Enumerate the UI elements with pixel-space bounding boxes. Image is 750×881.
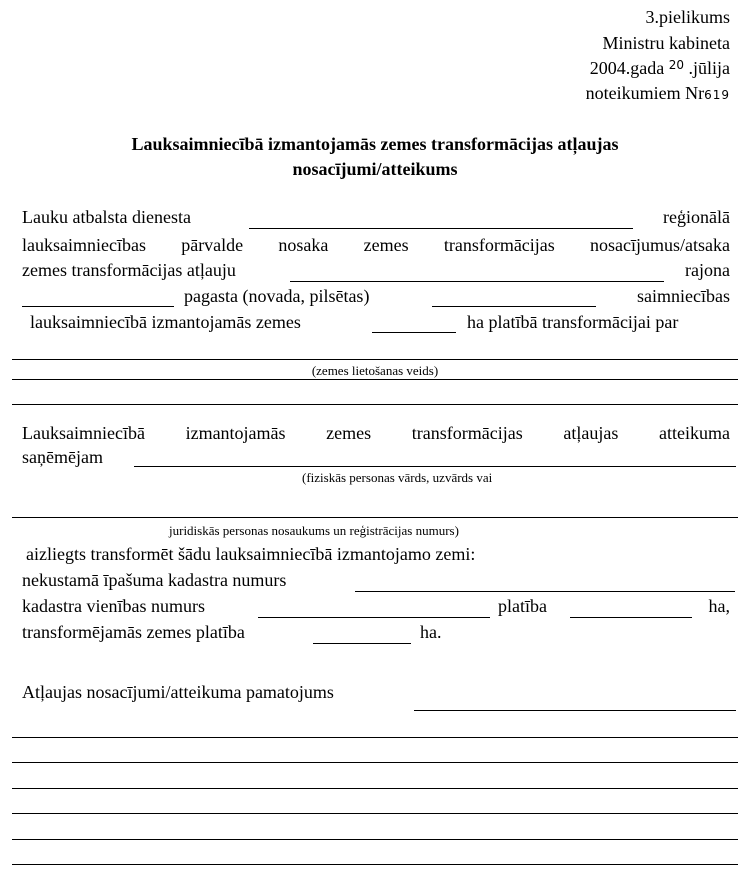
- land-use-caption: (zemes lietošanas veids): [311, 363, 439, 378]
- word: zemes: [326, 423, 372, 443]
- refusal-recipient-line: [22, 423, 730, 444]
- legal-entity-caption: juridiskās personas nosaukums un reģistrācijas numurs): [169, 523, 459, 538]
- regional-label: reģionālā: [663, 207, 730, 227]
- district-label: rajona: [685, 260, 730, 280]
- word: Lauksaimniecībā: [22, 423, 145, 443]
- area-blank-line[interactable]: [372, 332, 456, 333]
- area-line[interactable]: [570, 617, 692, 618]
- justification-line-5[interactable]: [12, 839, 738, 840]
- person-caption: (fiziskās personas vārds, uzvārds vai: [302, 470, 493, 485]
- justification-line-4[interactable]: [12, 813, 738, 814]
- justification-label: Atļaujas nosacījumi/atteikuma pamatojums: [22, 682, 334, 702]
- decision-line: [22, 235, 730, 256]
- transform-area-label: transformējamās zemes platība: [22, 622, 245, 642]
- regulation-num-value: 619: [704, 88, 730, 102]
- legal-entity-blank-line[interactable]: [12, 517, 738, 518]
- date-prefix: 2004.gada: [589, 58, 669, 78]
- permit-label: zemes transformācijas atļauju: [22, 260, 236, 280]
- transform-area-line[interactable]: [313, 643, 411, 644]
- parish-blank-line[interactable]: [22, 306, 174, 307]
- farm-label: saimniecības: [637, 286, 730, 306]
- district-blank-line[interactable]: [290, 281, 664, 282]
- recipient-label: saņēmējam: [22, 447, 103, 467]
- word: pārvalde: [181, 235, 244, 255]
- word: transformācijas: [443, 235, 555, 255]
- farm-blank-line[interactable]: [432, 306, 596, 307]
- word: izmantojamās: [185, 423, 286, 443]
- document-title-line1: Lauksaimniecībā izmantojamās zemes transformācijas atļaujas: [131, 134, 619, 154]
- parish-label: pagasta (novada, pilsētas): [184, 286, 370, 306]
- justification-line-1[interactable]: [12, 737, 738, 738]
- word: nosaka: [278, 235, 329, 255]
- date-day: 20: [668, 58, 684, 72]
- justification-line-3[interactable]: [12, 788, 738, 789]
- date-month: .jūlija: [684, 58, 730, 78]
- word: lauksaimniecības: [22, 235, 146, 255]
- cadastre-unit-label: kadastra vienības numurs: [22, 596, 205, 616]
- word: nosacījumus/atsaka: [590, 235, 730, 255]
- service-label: Lauku atbalsta dienesta: [22, 207, 191, 227]
- word: atļaujas: [563, 423, 619, 443]
- area-label: platība: [498, 596, 547, 616]
- recipient-blank-line[interactable]: [134, 466, 736, 467]
- land-use-line-2[interactable]: [12, 379, 738, 380]
- word: zemes: [363, 235, 409, 255]
- regulation-date: [590, 59, 730, 77]
- land-label: lauksaimniecībā izmantojamās zemes: [30, 312, 301, 332]
- cadastre-number-label: nekustamā īpašuma kadastra numurs: [22, 570, 287, 590]
- land-use-line-3[interactable]: [12, 404, 738, 405]
- document-title-line2: nosacījumi/atteikums: [292, 159, 458, 179]
- justification-line-6[interactable]: [12, 864, 738, 865]
- appendix-number: 3.pielikums: [645, 7, 730, 27]
- justification-line-0[interactable]: [414, 710, 736, 711]
- prohibition-text: aizliegts transformēt šādu lauksaimniecībā izmantojamo zemi:: [26, 544, 476, 564]
- regulation-prefix: noteikumiem Nr: [585, 83, 705, 103]
- transform-area-unit: ha.: [420, 622, 442, 642]
- area-unit: ha,: [708, 596, 730, 616]
- issuer: Ministru kabineta: [602, 33, 730, 53]
- justification-line-2[interactable]: [12, 762, 738, 763]
- word: transformācijas: [411, 423, 523, 443]
- service-blank-line[interactable]: [249, 228, 633, 229]
- word: atteikuma: [658, 423, 730, 443]
- land-use-line-1[interactable]: [12, 359, 738, 360]
- cadastre-number-line[interactable]: [355, 591, 735, 592]
- cadastre-unit-line[interactable]: [258, 617, 490, 618]
- regulation-number: [586, 84, 730, 102]
- area-transformation-label: ha platībā transformācijai par: [467, 312, 679, 332]
